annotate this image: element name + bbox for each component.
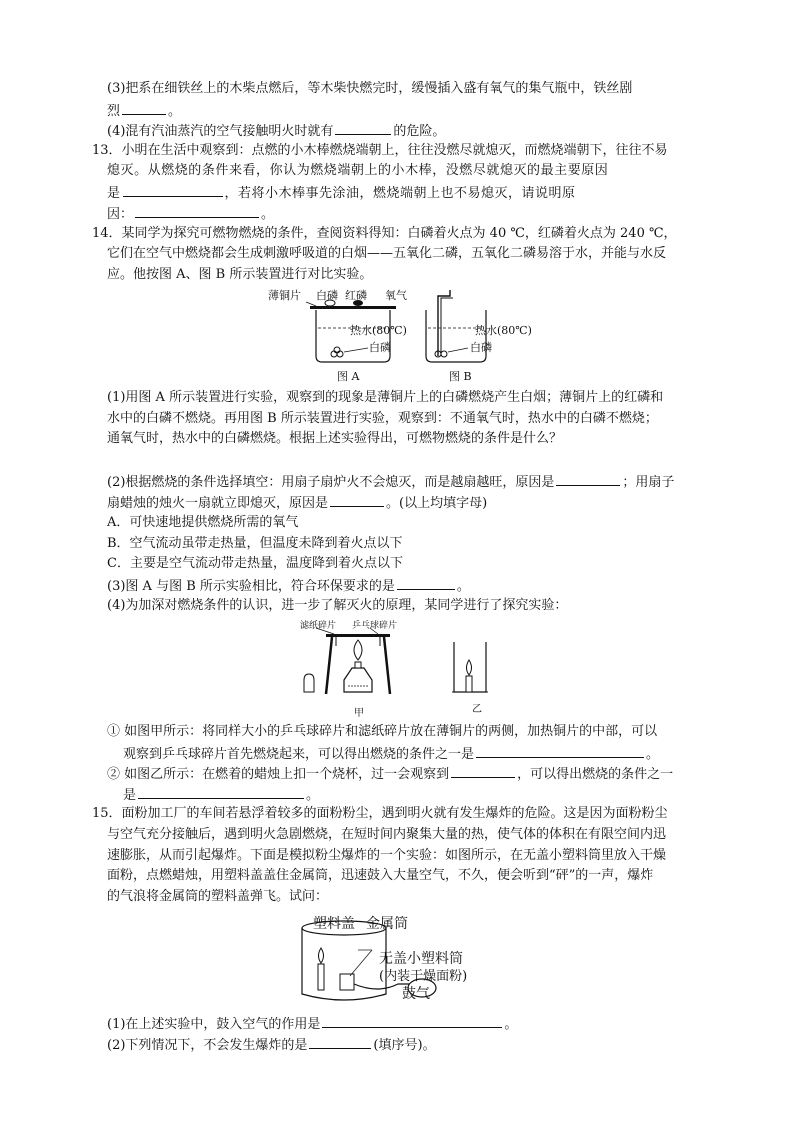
pointer-wp-a [344, 348, 368, 352]
copper-sheet [310, 306, 396, 309]
q15-line2: 与空气充分接触后，遇到明火急剧燃烧，在短时间内聚集大量的热，使气体的体积在有限空间内迅 [107, 827, 667, 842]
label-metal-can: 金属筒 [366, 916, 408, 932]
caption-fig-a: 图 A [337, 370, 360, 383]
q14-p3-end: 。 [456, 579, 470, 594]
q14-c2-line2 [123, 786, 319, 804]
q14-c2-text-end: ，可以得出燃烧的条件之一 [517, 767, 674, 782]
q14-line1: 14．某同学为探究可燃物燃烧的条件，查阅资料得知：白磷着火点为 40 ℃，红磷着火点为 240 ℃， [92, 226, 677, 241]
q14-p1-line3: 通氧气时，热水中的白磷燃烧。根据上述实验得出，可燃物燃烧的条件是什么？ [107, 431, 563, 446]
q14-c2-line1 [107, 765, 673, 783]
q12-part3-line2 [107, 102, 181, 120]
candle [466, 676, 472, 692]
q14-p2-blank1[interactable] [556, 473, 620, 486]
q15-line4: 面粉，点燃蜡烛，用塑料盖盖住金属筒，迅速鼓入大量空气，不久，便会听到“砰”的一声，爆炸 [107, 868, 654, 883]
candle-inside [318, 964, 324, 990]
q15-p2-text: (2)下列情况下，不会发生爆炸的是 [107, 1038, 308, 1053]
q13-line2: 熄灭。从燃烧的条件来看，你认为燃烧端朝上的小木棒，没燃尽就熄灭的最主要原因 [107, 163, 609, 178]
q12-part4-text: (4)混有汽油蒸汽的空气接触明火时就有 [107, 124, 334, 139]
q13-line3-rest: ，若将小木棒事先涂油，燃烧端朝上也不易熄灭，请说明原 [224, 186, 576, 201]
wp-water-a-3 [334, 347, 340, 353]
label-pingpong: 乒乓球碎片 [352, 621, 398, 631]
q14-p2-line2 [107, 494, 487, 512]
q14-p2-text2-end: 。(以上均填字母) [386, 496, 488, 511]
q14-c1-end: 。 [646, 747, 660, 762]
q14-option-b: B．空气流动虽带走热量，但温度未降到着火点以下 [107, 536, 403, 551]
q15-p2-line [107, 1036, 436, 1054]
figure-jia-yi-diagram [296, 622, 496, 704]
q14-c2-blank1[interactable] [451, 765, 515, 778]
label-hotwater-a: 热水(80℃) [350, 324, 407, 337]
q14-c1-blank[interactable] [476, 745, 644, 758]
pointer-wp-b [448, 348, 468, 352]
caption-yi: 乙 [472, 704, 482, 715]
q13-line4 [107, 205, 274, 223]
q14-p3-text: (3)图 A 与图 B 所示实验相比，符合环保要求的是 [107, 579, 395, 594]
q13-line3 [107, 184, 576, 202]
q15-p1-line [107, 1015, 517, 1033]
wp-water-a-2 [337, 351, 343, 357]
pointer-copper [306, 302, 316, 306]
q15-line3: 速膨胀，从而引起爆炸。下面是模拟粉尘爆炸的一个实验：如图所示，在无盖小塑料筒里放入干燥 [107, 848, 667, 863]
label-white-phosphorus: 白磷 [316, 289, 338, 302]
q14-c1-line1: ① 如图甲所示：将同样大小的乒乓球碎片和滤纸碎片放在薄铜片的两侧，加热铜片的中部，可以 [107, 724, 658, 739]
q13-line3-start: 是 [107, 186, 121, 201]
pointer-cup-diag [350, 950, 372, 976]
q14-p2-text1: (2)根据燃烧的条件选择填空：用扇子扇炉火不会熄灭，而是越扇越旺，原因是 [107, 475, 555, 490]
wp-water-b-2 [441, 351, 447, 357]
label-dry-flour: (内装干燥面粉) [379, 969, 468, 984]
q13-line4-start: 因： [107, 207, 134, 222]
q15-line1: 15．面粉加工厂的车间若悬浮着较多的面粉粉尘，遇到明火就有发生爆炸的危险。这是因为面粉粉尘 [92, 806, 668, 821]
q13-blank2[interactable] [135, 205, 259, 218]
q14-option-c: C．主要是空气流动带走热量，温度降到着火点以下 [107, 556, 403, 571]
label-red-phosphorus: 红磷 [345, 289, 367, 302]
q13-blank1[interactable] [123, 184, 223, 197]
copper-plate [326, 634, 390, 637]
q15-p1-blank[interactable] [322, 1015, 502, 1028]
q12-part3-blank[interactable] [122, 102, 166, 115]
label-filter-paper: 滤纸碎片 [300, 621, 337, 631]
q14-p1-line1: (1)用图 A 所示装置进行实验，观察到的现象是薄铜片上的白磷燃烧产生白烟；薄铜片上的红磷和 [107, 390, 664, 405]
q14-line3: 应。他按图 A、图 B 所示装置进行对比实验。 [107, 267, 373, 282]
q14-p4-line: (4)为加深对燃烧条件的认识，进一步了解灭火的原理，某同学进行了探究实验： [107, 598, 568, 613]
lamp-flame [354, 640, 362, 660]
small-plastic-cup [340, 974, 354, 990]
q14-p2-blank2[interactable] [330, 494, 384, 507]
q12-part3-end: 。 [168, 104, 182, 119]
candle-flame [467, 660, 472, 675]
q14-c2-blank2[interactable] [138, 786, 304, 799]
label-wp-b: 白磷 [470, 341, 492, 354]
q12-part4-line [107, 122, 445, 140]
q14-line2: 它们在空气中燃烧都会生成刺激呼吸道的白烟——五氧化二磷，五氧化二磷易溶于水，并能与水反 [107, 246, 667, 261]
q12-part3-line1: (3)把系在细铁丝上的木柴点燃后，等木柴快燃完时，缓慢插入盛有氧气的集气瓶中，铁丝剧 [107, 81, 633, 96]
q14-p2-line1 [107, 473, 674, 491]
q14-option-a: A．可快速地提供燃烧所需的氧气 [107, 515, 299, 530]
q12-part3-text: 烈 [107, 104, 121, 119]
candle-inside-flame [319, 948, 324, 963]
q15-p1-end: 。 [504, 1017, 518, 1032]
q14-c1-line2 [123, 745, 659, 763]
alcohol-lamp [344, 668, 372, 692]
caption-jia: 甲 [354, 708, 364, 719]
q14-p1-line2: 水中的白磷不燃烧。再用图 B 所示装置进行实验，观察到：不通氧气时，热水中的白磷不燃烧； [107, 411, 658, 426]
q14-c1-text: 观察到乒乓球碎片首先燃烧起来，可以得出燃烧的条件之一是 [123, 747, 475, 762]
q13-line1: 13．小明在生活中观察到：点燃的小木棒燃烧端朝上，往往没燃尽就熄灭，而燃烧端朝下，往往不易 [92, 143, 668, 158]
label-wp-a: 白磷 [369, 341, 391, 354]
label-plastic-cup: 无盖小塑料筒 [379, 951, 463, 967]
q14-c2-start: 是 [123, 788, 137, 803]
q14-p2-text1-end: ；用扇子 [622, 475, 675, 490]
label-plastic-lid: 塑料盖 [313, 916, 355, 932]
lamp-cap [304, 674, 314, 692]
lamp-wick [355, 662, 361, 668]
label-blow-air: 鼓气 [402, 986, 430, 1002]
q12-part4-blank[interactable] [335, 122, 391, 135]
oxygen-tube [438, 290, 450, 356]
wp-water-a-1 [331, 351, 337, 357]
caption-fig-b: 图 B [449, 370, 472, 383]
q14-p2-text2: 扇蜡烛的烛火一扇就立即熄灭，原因是 [107, 496, 329, 511]
label-hotwater-b: 热水(80℃) [475, 324, 532, 337]
oxygen-tube-inner [441, 298, 453, 356]
q14-c2-text: ② 如图乙所示：在燃着的蜡烛上扣一个烧杯，过一会观察到 [107, 767, 450, 782]
q15-p1-text: (1)在上述实验中，鼓入空气的作用是 [107, 1017, 321, 1032]
q15-p2-end: (填序号)。 [373, 1038, 436, 1053]
q15-p2-blank[interactable] [309, 1036, 371, 1049]
q14-p3-blank[interactable] [397, 577, 455, 590]
tripod-top [336, 637, 380, 646]
q14-p3-line [107, 577, 470, 595]
label-oxygen: 氧气 [385, 289, 407, 302]
q15-line5: 的气浪将金属筒的塑料盖弹飞。试问： [107, 889, 329, 904]
q13-line4-end: 。 [261, 207, 275, 222]
q14-c2-end: 。 [306, 788, 320, 803]
label-copper-sheet: 薄铜片 [268, 289, 301, 302]
q12-part4-end: 的危险。 [393, 124, 446, 139]
